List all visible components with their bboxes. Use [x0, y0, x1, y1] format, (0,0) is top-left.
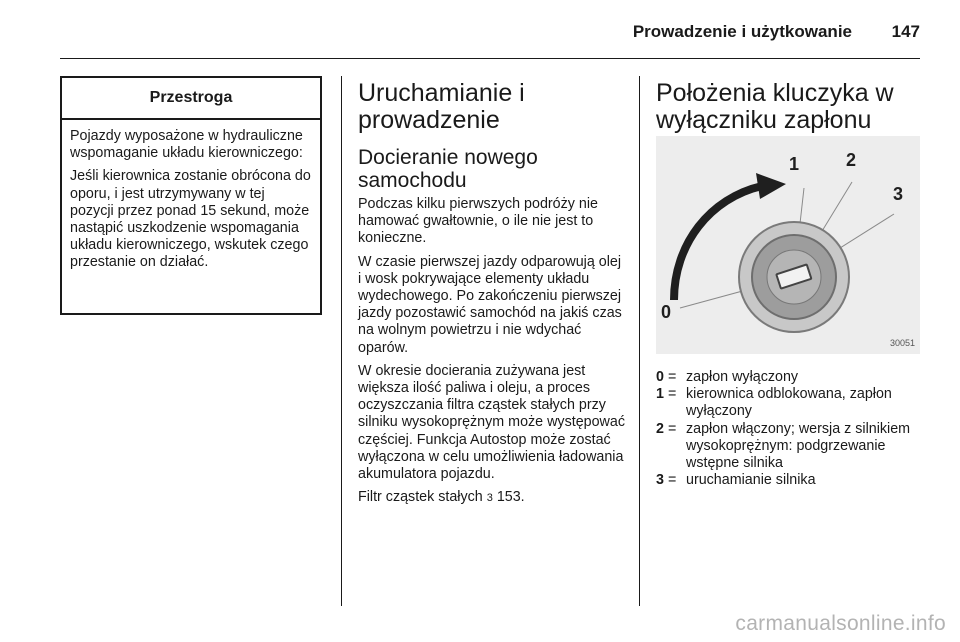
legend-number: 3 — [656, 472, 664, 489]
legend-item — [656, 421, 924, 473]
legend-text: zapłon włączony; wersja z silnikiem wysokoprężnym: podgrzewanie wstępne silnika — [686, 420, 911, 472]
legend-item — [656, 369, 924, 386]
legend-item — [656, 386, 924, 420]
warning-paragraph: Jeśli kierownica zostanie obrócona do oporu, i jest utrzymywany w tej pozycji przez ponad 15 sekund, może nastąpić uszkodzenie wspomagania układu kierowniczego, wskutek czego przestanie on działać. — [70, 168, 311, 271]
watermark: carmanualsonline.info — [735, 612, 946, 635]
legend-equals: = — [668, 386, 677, 403]
section-heading: Położenia kluczyka w wyłączniku zapłonu — [656, 79, 894, 134]
section-heading: Uruchamianie i prowadzenie — [358, 79, 525, 134]
legend-item — [656, 472, 924, 489]
position-label-2: 2 — [845, 150, 857, 170]
column-divider — [639, 76, 640, 606]
warning-title: Przestroga — [62, 78, 320, 120]
column-divider — [341, 76, 342, 606]
body-paragraph: W okresie docierania zużywana jest większa ilość paliwa i oleju, a proces oczyszczania filtra cząstek stałych przy silniku wysokoprężnym może występować częściej. Funkcja Autostop może zostać wyłączona w celu umożliwienia ładowania akumulatora pojazdu. — [358, 362, 625, 483]
subsection-heading: Docieranie nowego samochodu — [358, 146, 538, 192]
legend-equals: = — [668, 369, 677, 385]
legend-number: 1 — [656, 386, 664, 403]
header-title: Prowadzenie i użytkowanie — [632, 22, 852, 41]
legend-text: uruchamianie silnika — [686, 472, 816, 489]
legend-number: 2 — [656, 420, 664, 437]
body-paragraph: W czasie pierwszej jazdy odparowują olej i wosk pokrywające elementy układu wydechowego. Po zakończeniu pierwszej jazdy pozostawić samochód na jakiś czas na wolnym powietrzu i nie wdychać oparów. — [358, 253, 622, 356]
legend-equals: = — [668, 472, 677, 489]
legend-equals: = — [668, 420, 677, 437]
warning-paragraph: Pojazdy wyposażone w hydrauliczne wspomaganie układu kierowniczego: — [70, 128, 303, 162]
warning-box — [60, 76, 322, 315]
legend-text: kierownica odblokowana, zapłon wyłączony — [686, 386, 892, 420]
column-starting-driving — [358, 80, 628, 513]
header-rule — [60, 58, 920, 59]
position-label-1: 1 — [788, 154, 800, 174]
cross-reference — [358, 489, 628, 507]
position-legend — [656, 369, 924, 489]
legend-text: zapłon wyłączony — [686, 369, 799, 385]
ignition-switch-figure — [656, 136, 920, 354]
position-label-0: 0 — [660, 302, 672, 322]
cross-reference-text: Filtr cząstek stałych — [358, 489, 483, 506]
cross-reference-page[interactable]: 153. — [496, 489, 525, 506]
warning-body — [62, 120, 320, 272]
body-paragraph: Podczas kilku pierwszych podróży nie hamować gwałtownie, o ile nie jest to konieczne. — [358, 196, 598, 247]
page-header — [0, 0, 960, 62]
legend-number: 0 — [656, 369, 664, 385]
page-number: 147 — [891, 22, 920, 41]
position-label-3: 3 — [892, 184, 904, 204]
figure-code: 30051 — [889, 338, 915, 348]
page-arrow-icon: 3 — [486, 492, 493, 505]
column-ignition-positions — [656, 79, 926, 489]
